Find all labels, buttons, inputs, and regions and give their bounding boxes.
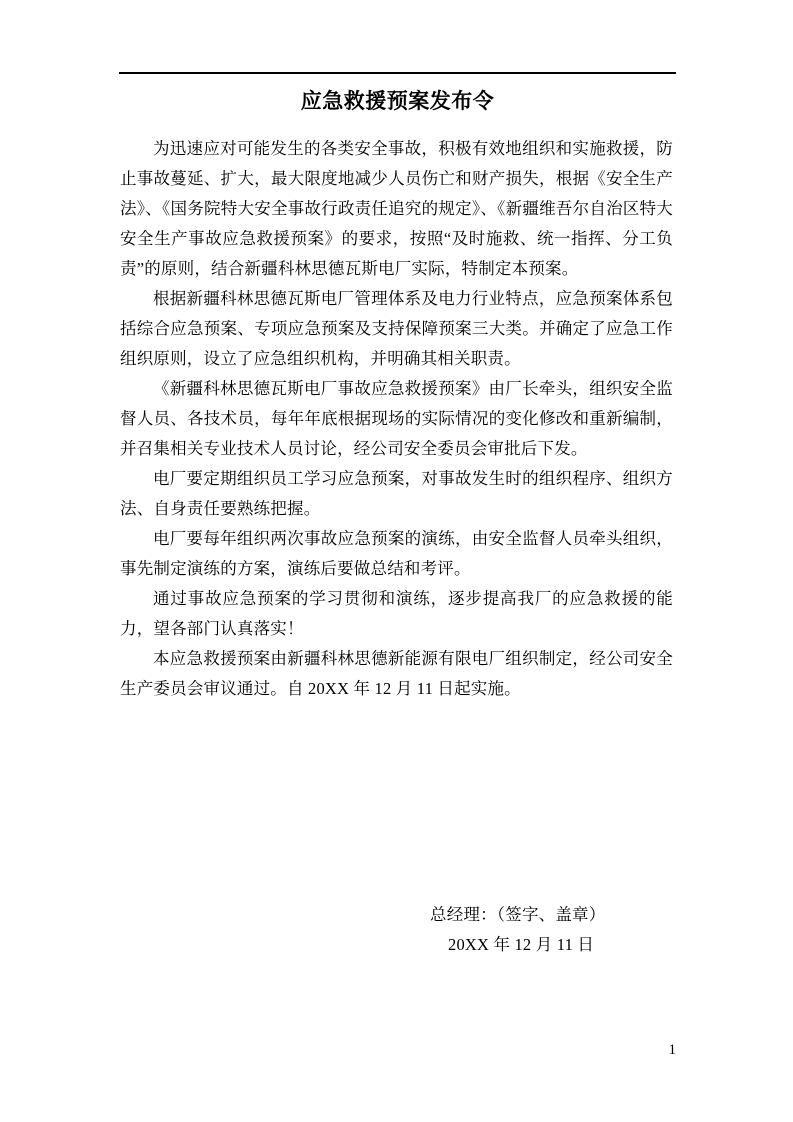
body-paragraph: 根据新疆科林思德瓦斯电厂管理体系及电力行业特点，应急预案体系包括综合应急预案、专项应急预案及支持保障预案三大类。并确定了应急工作组织原则，设立了应急组织机构，并明确其相关职责。 bbox=[120, 289, 673, 368]
body-paragraph: 电厂要每年组织两次事故应急预案的演练，由安全监督人员牵头组织，事先制定演练的方案，演练后要做总结和考评。 bbox=[120, 529, 673, 578]
page-title: 应急救援预案发布令 bbox=[300, 89, 495, 113]
signature-block bbox=[430, 900, 710, 960]
signature-signer-line: 总经理：（签字、盖章） bbox=[430, 905, 606, 924]
header-rule-divider bbox=[119, 72, 676, 74]
body-paragraph: 电厂要定期组织员工学习应急预案，对事故发生时的组织程序、组织方法、自身责任要熟练把握。 bbox=[120, 469, 673, 518]
document-body bbox=[120, 134, 673, 704]
body-paragraph: 通过事故应急预案的学习贯彻和演练，逐步提高我厂的应急救援的能力，望各部门认真落实！ bbox=[120, 589, 673, 638]
body-paragraph: 《新疆科林思德瓦斯电厂事故应急救援预案》由厂长牵头，组织安全监督人员、各技术员，每年年底根据现场的实际情况的变化修改和重新编制，并召集相关专业技术人员讨论，经公司安全委员会审批后下发。 bbox=[120, 379, 673, 458]
body-paragraph: 本应急救援预案由新疆科林思德新能源有限电厂组织制定，经公司安全生产委员会审议通过。自 20XX 年 12 月 11 日起实施。 bbox=[120, 649, 673, 698]
body-paragraph: 为迅速应对可能发生的各类安全事故，积极有效地组织和实施救援，防止事故蔓延、扩大，最大限度地减少人员伤亡和财产损失，根据《安全生产法》、《国务院特大安全事故行政责任追究的规定》、《新疆维吾尔自治区特大安全生产事故应急救援预案》的要求，按照“及时施救、统一指挥、分工负责”的原则，结合新疆科林思德瓦斯电厂实际，特制定本预案。 bbox=[120, 139, 673, 278]
footer-page-number: 1 bbox=[668, 1042, 676, 1058]
signature-date-line: 20XX 年 12 月 11 日 bbox=[448, 935, 595, 954]
